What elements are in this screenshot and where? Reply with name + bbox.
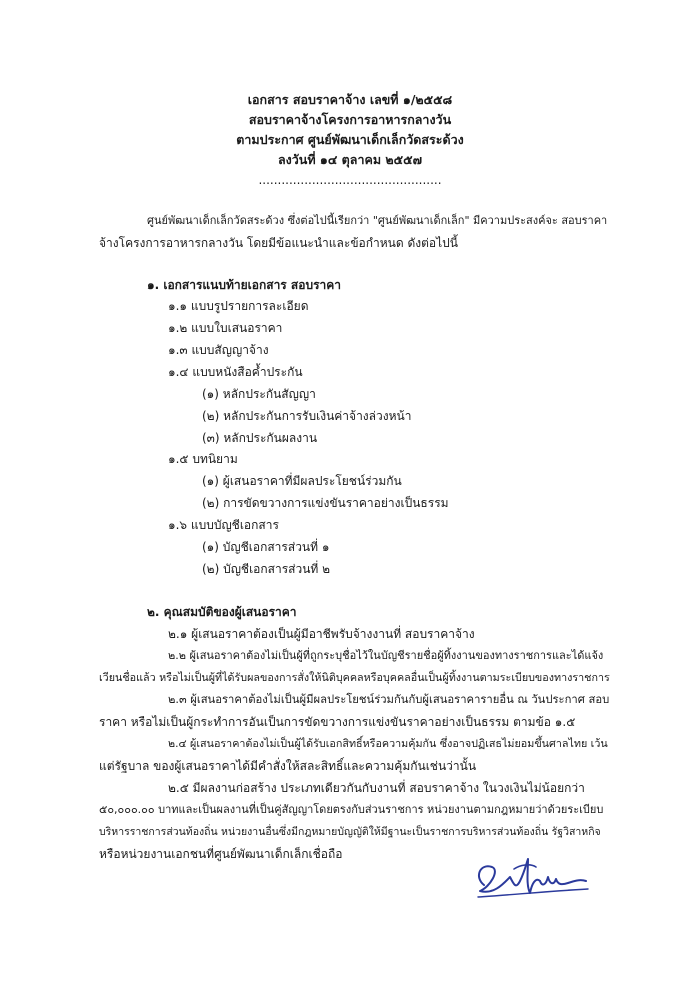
dotted-divider: ................................................ bbox=[258, 173, 442, 187]
item-1-5-2: (๒) การขัดขวางการแข่งขันราคาอย่างเป็นธรรม bbox=[202, 496, 449, 510]
item-2-4-line-1: ๒.๔ ผู้เสนอราคาต้องไม่เป็นผู้ได้รับเอกสิทธิ์หรือความคุ้มกัน ซึ่งอาจปฏิเสธไม่ยอมขึ้นศาลไทย เว้น bbox=[168, 737, 608, 750]
signature-graphic bbox=[470, 855, 590, 905]
item-2-5-line-2: ๕๐,๐๐๐.๐๐ บาทและเป็นผลงานที่เป็นคู่สัญญาโดยตรงกับส่วนราชการ หน่วยงานตามกฎหมายว่าด้วยระเบียบ bbox=[99, 803, 604, 816]
item-1-4-2: (๒) หลักประกันการรับเงินค่าจ้างล่วงหน้า bbox=[202, 409, 412, 423]
item-2-2-line-1: ๒.๒ ผู้เสนอราคาต้องไม่เป็นผู้ที่ถูกระบุชื่อไว้ในบัญชีรายชื่อผู้ทิ้งงานของทางราชการและได้แจ้ง bbox=[168, 649, 604, 662]
doc-announcement: ตามประกาศ ศูนย์พัฒนาเด็กเล็กวัดสระด้วง bbox=[236, 132, 464, 147]
item-2-5-line-3: บริหารราชการส่วนท้องถิ่น หน่วยงานอื่นซึ่งมีกฎหมายบัญญัติให้มีฐานะเป็นราชการบริหารส่วนท้องถิ่น รัฐวิสาหกิจ bbox=[99, 826, 601, 838]
doc-number: เอกสาร สอบราคาจ้าง เลขที่ ๑/๒๕๕๘ bbox=[247, 92, 453, 107]
doc-project: สอบราคาจ้างโครงการอาหารกลางวัน bbox=[248, 112, 452, 127]
item-1-2: ๑.๒ แบบใบเสนอราคา bbox=[168, 321, 283, 335]
section-1-heading: ๑. เอกสารแนบท้ายเอกสาร สอบราคา bbox=[147, 278, 342, 292]
item-2-5-line-4: หรือหน่วยงานเอกชนที่ศูนย์พัฒนาเด็กเล็กเชื่อถือ bbox=[99, 847, 343, 861]
item-1-4-1: (๑) หลักประกันสัญญา bbox=[202, 387, 316, 401]
item-1-5-1: (๑) ผู้เสนอราคาที่มีผลประโยชน์ร่วมกัน bbox=[202, 474, 402, 488]
item-1-4: ๑.๔ แบบหนังสือค้ำประกัน bbox=[168, 365, 303, 379]
item-1-3: ๑.๓ แบบสัญญาจ้าง bbox=[168, 343, 269, 357]
item-2-3-line-1: ๒.๓ ผู้เสนอราคาต้องไม่เป็นผู้มีผลประโยชน์ร่วมกันกับผู้เสนอราคารายอื่น ณ วันประกาศ สอบ bbox=[168, 693, 610, 706]
item-2-3-line-2: ราคา หรือไม่เป็นผู้กระทำการอันเป็นการขัดขวางการแข่งขันราคาอย่างเป็นธรรม ตามข้อ ๑.๕ bbox=[99, 715, 576, 729]
section-2-heading: ๒. คุณสมบัติของผู้เสนอราคา bbox=[147, 605, 297, 619]
item-1-6: ๑.๖ แบบบัญชีเอกสาร bbox=[168, 518, 279, 532]
intro-line-1: ศูนย์พัฒนาเด็กเล็กวัดสระด้วง ซึ่งต่อไปนี้เรียกว่า "ศูนย์พัฒนาเด็กเล็ก" มีความประสงค์จะ สอบราคา bbox=[147, 214, 608, 227]
doc-date: ลงวันที่ ๑๔ ตุลาคม ๒๕๕๗ bbox=[278, 152, 422, 167]
item-2-1: ๒.๑ ผู้เสนอราคาต้องเป็นผู้มีอาชีพรับจ้างงานที่ สอบราคาจ้าง bbox=[168, 627, 475, 641]
item-1-6-2: (๒) บัญชีเอกสารส่วนที่ ๒ bbox=[202, 562, 331, 576]
intro-line-2: จ้างโครงการอาหารกลางวัน โดยมีข้อแนะนำและข้อกำหนด ดังต่อไปนี้ bbox=[99, 236, 458, 250]
item-1-4-3: (๓) หลักประกันผลงาน bbox=[202, 431, 318, 445]
item-2-2-line-2: เวียนชื่อแล้ว หรือไม่เป็นผู้ที่ได้รับผลของการสั่งให้นิติบุคคลหรือบุคคลอื่นเป็นผู้ทิ้งงานตามระเบียบของทางราชการ bbox=[99, 671, 610, 684]
item-2-4-line-2: แต่รัฐบาล ของผู้เสนอราคาได้มีคำสั่งให้สละสิทธิ์และความคุ้มกันเช่นว่านั้น bbox=[99, 759, 477, 773]
item-2-5-line-1: ๒.๕ มีผลงานก่อสร้าง ประเภทเดียวกันกับงานที่ สอบราคาจ้าง ในวงเงินไม่น้อยกว่า bbox=[168, 781, 585, 795]
item-1-1: ๑.๑ แบบรูปรายการละเอียด bbox=[168, 299, 309, 313]
item-1-5: ๑.๕ บทนิยาม bbox=[168, 452, 238, 466]
item-1-6-1: (๑) บัญชีเอกสารส่วนที่ ๑ bbox=[202, 540, 330, 554]
